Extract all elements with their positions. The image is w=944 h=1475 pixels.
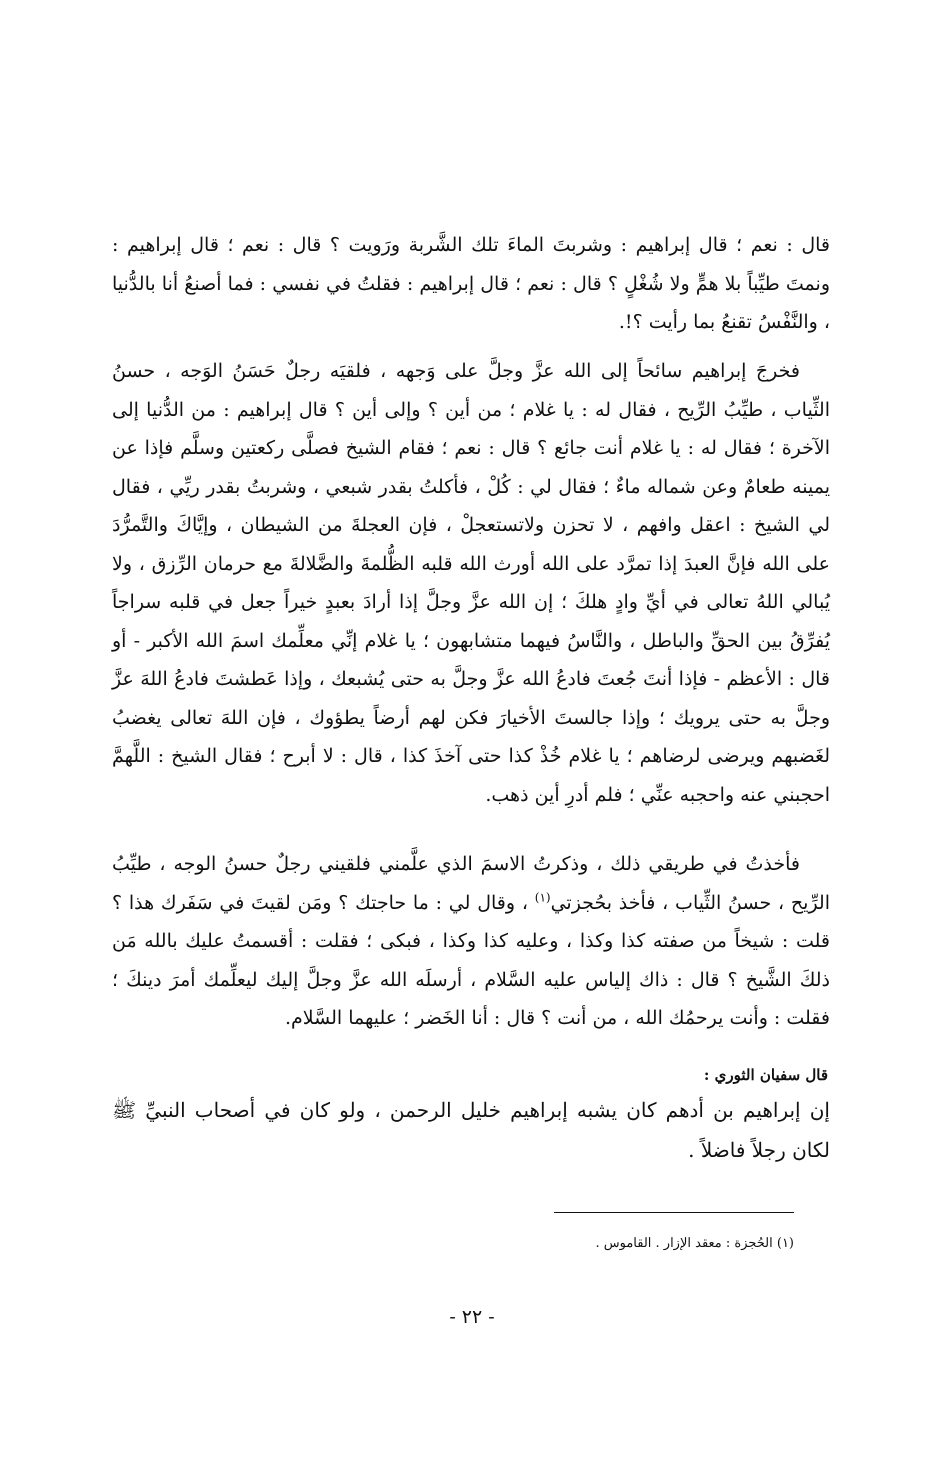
footnote-separator xyxy=(554,1212,794,1213)
paragraph-3-text-end: ، وقال لي : ما حاجتك ؟ ومَن لقيتَ في سَفَرك هذا ؟ قلت : شيخاً من صفته كذا وكذا ، وعليه كذا وكذا ، فبكى ؛ فقلت : أقسمتُ عليك بالله مَن ذلكَ الشَّيخ ؟ قال : ذاك إلياس عليه السَّلام ، أرسلَه الله عزَّ وجلَّ إليك ليعلِّمك أمرَ دينكَ ؛ فقلت : وأنت يرحمُك الله ، من أنت ؟ قال : أنا الخَضر ؛ عليهما السَّلام. xyxy=(112,891,830,1029)
paragraph-1: قال : نعم ؛ قال إبراهيم : وشربتَ الماءَ تلك الشَّربة ورَويت ؟ قال : نعم ؛ قال إبراهيم : ونمتَ طيِّباً بلا همٍّ ولا شُغْلٍ ؟ قال : نعم ؛ قال إبراهيم : فقلتُ في نفسي : فما أصنعُ أنا بالدُّنيا ، والنَّفْسُ تقنعُ بما رأيت ؟!. xyxy=(112,234,830,333)
page-number: - ٢٢ - xyxy=(449,1306,495,1328)
paragraph-3-text-start: فأخذتُ في طريقي ذلك ، وذكرتُ الاسمَ الذي علَّمني فلقيني رجلٌ حسنُ الوجه ، طيِّبُ الرِّيح ، حسنُ الثِّياب ، فأخذ بحُجزتي xyxy=(112,853,830,914)
quote-heading: قال سفيان الثوري : xyxy=(703,1066,828,1084)
footnote-reference: (١) xyxy=(534,890,551,905)
paragraph-2: فخرجَ إبراهيم سائحاً إلى الله عزَّ وجلَّ على وَجهه ، فلقيَه رجلٌ حَسَنُ الوَجه ، حسنُ الثِّياب ، طيِّبُ الرِّيح ، فقال له : يا غلام ؛ من أين ؟ وإلى أين ؟ قال إبراهيم : من الدُّنيا إلى الآخرة ؛ فقال له : يا غلام أنت جائع ؟ قال : نعم ؛ فقام الشيخ فصلَّى ركعتين وسلَّم فإذا عن يمينه طعامٌ وعن شماله ماءٌ ؛ فقال لي : كُلْ ، فأكلتُ بقدر شبعي ، وشربتُ بقدر ريِّي ، فقال لي الشيخ : اعقل وافهم ، لا تحزن ولاتستعجلْ ، فإن العجلةَ من الشيطان ، وإيَّاكَ والتَّمرُّدَ على الله فإنَّ العبدَ إذا تمرَّد على الله أورث الله قلبه الظُّلمةَ والضَّلالةَ مع حرمان الرِّزق ، ولا يُبالي اللهُ تعالى في أيِّ وادٍ هلكَ ؛ إن الله عزَّ وجلَّ إذا أرادَ بعبدٍ خيراً جعل في قلبه سراجاً يُفرِّقُ بين الحقِّ والباطل ، والنَّاسُ فيهما متشابهون ؛ يا غلام إنِّي معلِّمك اسمَ الله الأكبر - أو قال : الأعظم - فإذا أنتَ جُعتَ فادعُ الله عزَّ وجلَّ به حتى يُشبعك ، وإذا عَطشتَ فادعُ اللهَ عزَّ وجلَّ به حتى يرويك ؛ وإذا جالستَ الأخيارَ فكن لهم أرضاً يطؤوك ، فإن اللهَ تعالى يغضبُ لغَضبهم ويرضى لرضاهم ؛ يا غلام خُذْ كذا حتى آخذَ كذا ، قال : لا أبرح ؛ فقال الشيخ : اللَّهمَّ احجبني عنه واحجبه عنِّي ؛ فلم أدرِ أين ذهب. xyxy=(112,360,830,806)
paragraph-3 xyxy=(112,845,830,1038)
footnote: (١) الحُجزة : معقد الإزار . القاموس . xyxy=(595,1236,794,1251)
quote-text: إن إبراهيم بن أدهم كان يشبه إبراهيم خليل الرحمن ، ولو كان في أصحاب النبيِّ ﷺ لكان رجلاً فاضلاً . xyxy=(112,1098,830,1162)
